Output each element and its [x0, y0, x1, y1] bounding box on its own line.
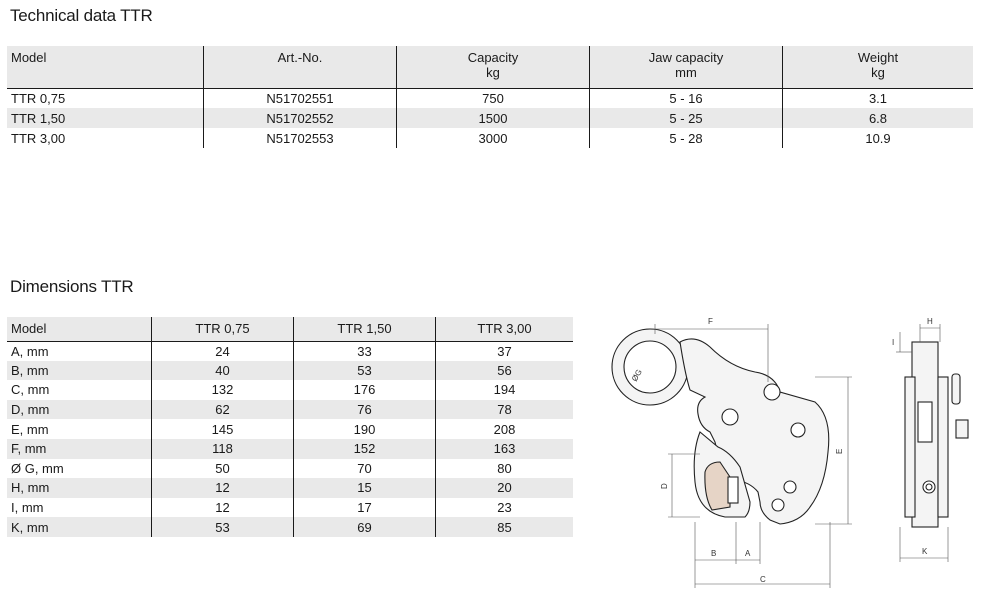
table-cell: Ø G, mm — [11, 460, 64, 476]
table-cell: 5 - 28 — [590, 128, 783, 148]
column-header-jaw-capacity: Jaw capacity mm — [590, 46, 783, 88]
table-cell: 750 — [397, 88, 590, 108]
table-row — [7, 341, 573, 361]
table-row — [7, 88, 973, 108]
dimension-label-h: H — [927, 317, 933, 326]
table-cell: TTR 0,75 — [11, 90, 66, 106]
table-cell: D, mm — [11, 402, 50, 418]
table-cell: B, mm — [11, 362, 49, 378]
table-cell: N51702551 — [204, 88, 397, 108]
table-cell: 24 — [152, 341, 294, 361]
table-cell: 76 — [294, 400, 436, 420]
table-row — [7, 380, 573, 400]
table-cell: 208 — [436, 419, 574, 439]
table-row — [7, 361, 573, 381]
table-cell: TTR 1,50 — [11, 110, 66, 126]
dimension-label-i: I — [892, 338, 895, 347]
table-cell: E, mm — [11, 421, 49, 437]
table-cell: 5 - 25 — [590, 108, 783, 128]
table-cell: 37 — [436, 341, 574, 361]
table-cell: 1500 — [397, 108, 590, 128]
table-cell: 56 — [436, 361, 574, 381]
table-row — [7, 459, 573, 479]
technical-data-heading: Technical data TTR — [10, 6, 153, 25]
table-cell: H, mm — [11, 480, 50, 496]
column-header-capacity: Capacity kg — [397, 46, 590, 88]
table-cell: 10.9 — [783, 128, 974, 148]
table-cell: I, mm — [11, 500, 44, 516]
table-cell: C, mm — [11, 382, 50, 398]
dimension-label-b: B — [711, 549, 717, 558]
dimension-label-e: E — [835, 448, 844, 454]
table-cell: 20 — [436, 478, 574, 498]
table-cell: 15 — [294, 478, 436, 498]
table-cell: 50 — [152, 459, 294, 479]
table-row — [7, 498, 573, 518]
dimension-label-a: A — [745, 549, 751, 558]
table-cell: 3.1 — [783, 88, 974, 108]
table-row — [7, 128, 973, 148]
table-cell: 132 — [152, 380, 294, 400]
table-cell: 152 — [294, 439, 436, 459]
table-cell: 69 — [294, 517, 436, 537]
clamp-front-view — [905, 342, 968, 527]
dimension-label-k: K — [922, 547, 928, 556]
table-cell: 17 — [294, 498, 436, 518]
column-header-model: Model — [11, 321, 47, 337]
column-header-weight: Weight kg — [783, 46, 974, 88]
table-cell: 78 — [436, 400, 574, 420]
column-header-ttr-300: TTR 3,00 — [436, 317, 574, 341]
table-cell: 62 — [152, 400, 294, 420]
column-header-ttr-075: TTR 0,75 — [152, 317, 294, 341]
dimension-label-g: ØG — [629, 367, 644, 383]
table-cell: 53 — [152, 517, 294, 537]
table-cell: 33 — [294, 341, 436, 361]
table-cell: 3000 — [397, 128, 590, 148]
table-cell: 190 — [294, 419, 436, 439]
table-cell: 70 — [294, 459, 436, 479]
table-cell: 176 — [294, 380, 436, 400]
table-row — [7, 439, 573, 459]
table-cell: 194 — [436, 380, 574, 400]
table-cell: 80 — [436, 459, 574, 479]
table-cell: 85 — [436, 517, 574, 537]
column-header-ttr-150: TTR 1,50 — [294, 317, 436, 341]
table-row — [7, 108, 973, 128]
table-cell: K, mm — [11, 519, 49, 535]
technical-drawing — [600, 312, 980, 592]
dimension-label-c: C — [760, 575, 766, 584]
column-header-art-no: Art.-No. — [204, 46, 397, 88]
dimension-label-f: F — [708, 317, 713, 326]
table-header-row — [7, 46, 973, 88]
table-row — [7, 517, 573, 537]
table-cell: 145 — [152, 419, 294, 439]
table-cell: F, mm — [11, 441, 47, 457]
table-cell: 163 — [436, 439, 574, 459]
column-header-model: Model — [11, 50, 47, 65]
table-cell: 40 — [152, 361, 294, 381]
table-row — [7, 478, 573, 498]
clamp-side-view — [612, 329, 829, 524]
table-cell: 118 — [152, 439, 294, 459]
table-cell: 53 — [294, 361, 436, 381]
table-cell: A, mm — [11, 343, 49, 359]
table-cell: 12 — [152, 498, 294, 518]
table-cell: 23 — [436, 498, 574, 518]
table-cell: TTR 3,00 — [11, 130, 66, 146]
table-cell: 5 - 16 — [590, 88, 783, 108]
dimensions-table — [7, 317, 573, 537]
dimension-label-d: D — [660, 483, 669, 489]
table-cell: 12 — [152, 478, 294, 498]
dimensions-heading: Dimensions TTR — [10, 277, 134, 296]
table-header-row — [7, 317, 573, 341]
technical-data-table — [7, 46, 973, 148]
table-cell: N51702553 — [204, 128, 397, 148]
table-row — [7, 419, 573, 439]
table-row — [7, 400, 573, 420]
table-cell: N51702552 — [204, 108, 397, 128]
table-cell: 6.8 — [783, 108, 974, 128]
